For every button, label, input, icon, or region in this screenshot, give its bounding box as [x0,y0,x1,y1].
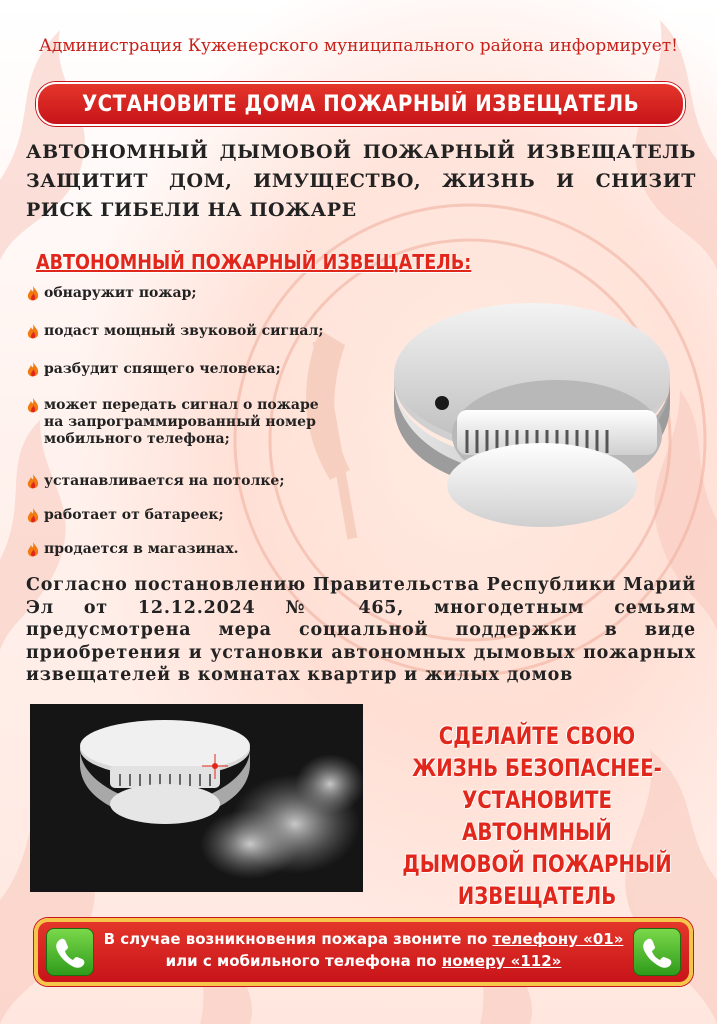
list-item [26,285,197,303]
list-item-text: подаст мощный звуковой сигнал; [44,323,324,339]
phone-112-link: номеру «112» [441,952,562,970]
features-title: АВТОНОМНЫЙ ПОЖАРНЫЙ ИЗВЕЩАТЕЛЬ: [36,250,472,274]
list-item [26,323,324,341]
phone-01-link: телефону «01» [492,930,624,948]
list-item [26,541,238,559]
flame-icon [26,507,40,525]
list-item-text: обнаружит пожар; [44,285,197,301]
flame-icon [26,541,40,559]
list-item-text: работает от батареек; [44,507,224,523]
admin-notice: Администрация Куженерского муниципального района информирует! [38,36,678,56]
banner-title: УСТАНОВИТЕ ДОМА ПОЖАРНЫЙ ИЗВЕЩАТЕЛЬ [81,91,640,117]
phone-icon [633,928,681,976]
intro-text: АВТОНОМНЫЙ ДЫМОВОЙ ПОЖАРНЫЙ ИЗВЕЩАТЕЛЬ ЗАЩИТИТ ДОМ, ИМУЩЕСТВО, ЖИЗНЬ И СНИЗИТ РИСК ГИБЕЛИ НА ПОЖАРЕ [26,141,696,221]
title-banner [36,82,685,126]
flame-icon [26,285,40,303]
flame-icon [26,473,40,491]
smoke-detector-photo [382,285,682,535]
decree-text: Согласно постановлению Правительства Республики Марий Эл от 12.12.2024 № 465, многодетным семьям предусмотрена мера социальной поддержки в виде приобретения и установки автономных дымовых пожарных извещателей в комнатах квартир и жилых домов [26,575,696,685]
detector-smoke-photo [30,704,363,892]
list-item [26,507,224,525]
flame-icon [26,397,40,415]
flame-icon [26,361,40,379]
phone-icon [46,928,94,976]
list-item-text: продается в магазинах. [44,541,239,557]
flame-icon [26,323,40,341]
emergency-banner [34,918,693,986]
call-to-action: СДЕЛАЙТЕ СВОЮ ЖИЗНЬ БЕЗОПАСНЕЕ- УСТАНОВИТЕ АВТОНМНЫЙ ДЫМОВОЙ ПОЖАРНЫЙ ИЗВЕЩАТЕЛЬ [402,722,672,910]
list-item-text: разбудит спящего человека; [44,361,281,377]
list-item-text: устанавливается на потолке; [44,473,285,489]
list-item [26,397,319,448]
list-item-text: может передать сигнал о пожаре на запрограммированный номер мобильного телефона; [44,397,319,447]
emergency-text: В случае возникновения пожара звоните по телефону «01» или с мобильного телефона по номеру «112» [103,930,624,970]
list-item [26,473,285,491]
list-item [26,361,281,379]
